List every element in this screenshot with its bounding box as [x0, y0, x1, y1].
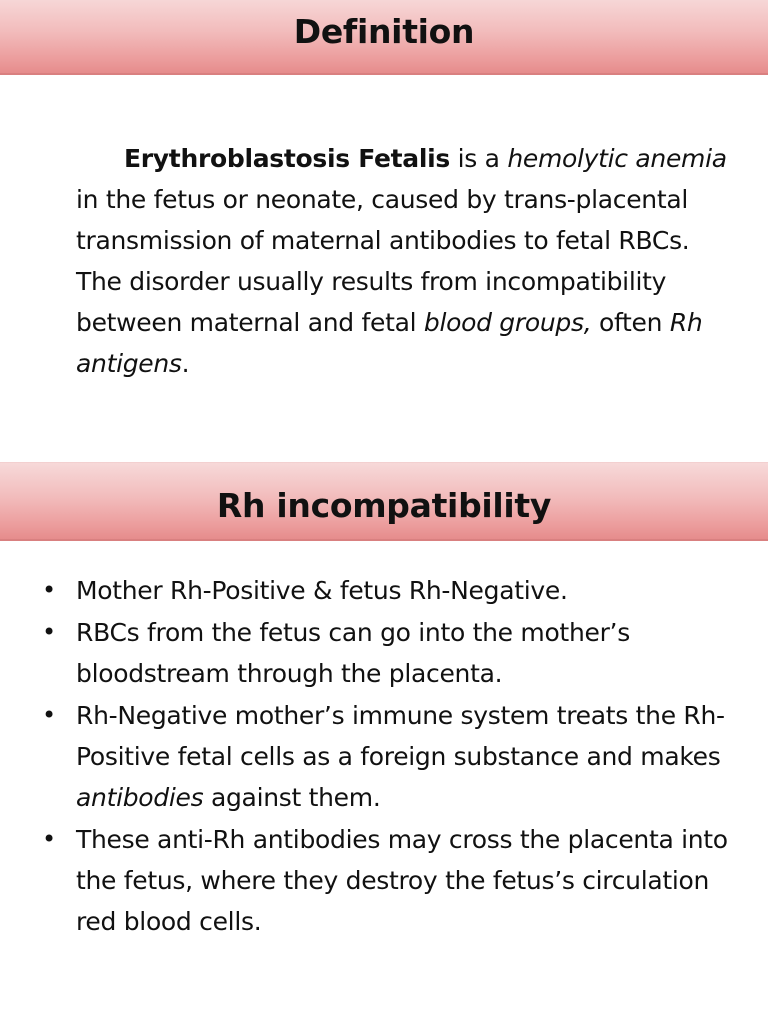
bullet-text-4: These anti-Rh antibodies may cross the placenta into the fetus, where they destroy the fetus’s circulation red blood cells.: [76, 825, 728, 936]
definition-header-band: [0, 0, 768, 75]
rh-bullet-list: [36, 570, 752, 943]
bullet-italic-antibodies: antibodies: [76, 783, 204, 812]
definition-text-2: in the fetus or neonate, caused by trans-placental transmission of maternal antibodies to fetal RBCs. The disorder usually results from incompatibility between maternal and fetal: [76, 185, 690, 337]
rh-incompatibility-header-band: [0, 462, 768, 541]
definition-text-3: often: [591, 308, 670, 337]
bullet-icon: •: [42, 825, 56, 853]
definition-title: Definition: [293, 12, 475, 51]
list-item: [36, 612, 752, 694]
definition-paragraph: [76, 138, 736, 384]
definition-italic-hemolytic-anemia: hemolytic anemia: [507, 144, 727, 173]
rh-incompatibility-title: Rh incompatibility: [216, 486, 552, 525]
list-item: [36, 695, 752, 818]
definition-italic-blood-groups: blood groups,: [423, 308, 592, 337]
bullet-text-2: RBCs from the fetus can go into the mother’s bloodstream through the placenta.: [76, 618, 630, 688]
bullet-text-1: Mother Rh-Positive & fetus Rh-Negative.: [76, 576, 568, 605]
bullet-icon: •: [42, 576, 56, 604]
list-item: [36, 819, 752, 942]
definition-indent: [76, 144, 124, 173]
definition-term: Erythroblastosis Fetalis: [124, 144, 450, 173]
bullet-icon: •: [42, 701, 56, 729]
bullet-text-3-post: against them.: [203, 783, 381, 812]
bullet-text-3-pre: Rh-Negative mother’s immune system treats the Rh-Positive fetal cells as a foreign substance and makes: [76, 701, 725, 771]
definition-italic-rh-antigens: Rh antigens: [76, 308, 703, 378]
definition-text-1: is a: [450, 144, 508, 173]
definition-text-4: .: [181, 349, 190, 378]
list-item: [36, 570, 752, 611]
bullet-icon: •: [42, 618, 56, 646]
